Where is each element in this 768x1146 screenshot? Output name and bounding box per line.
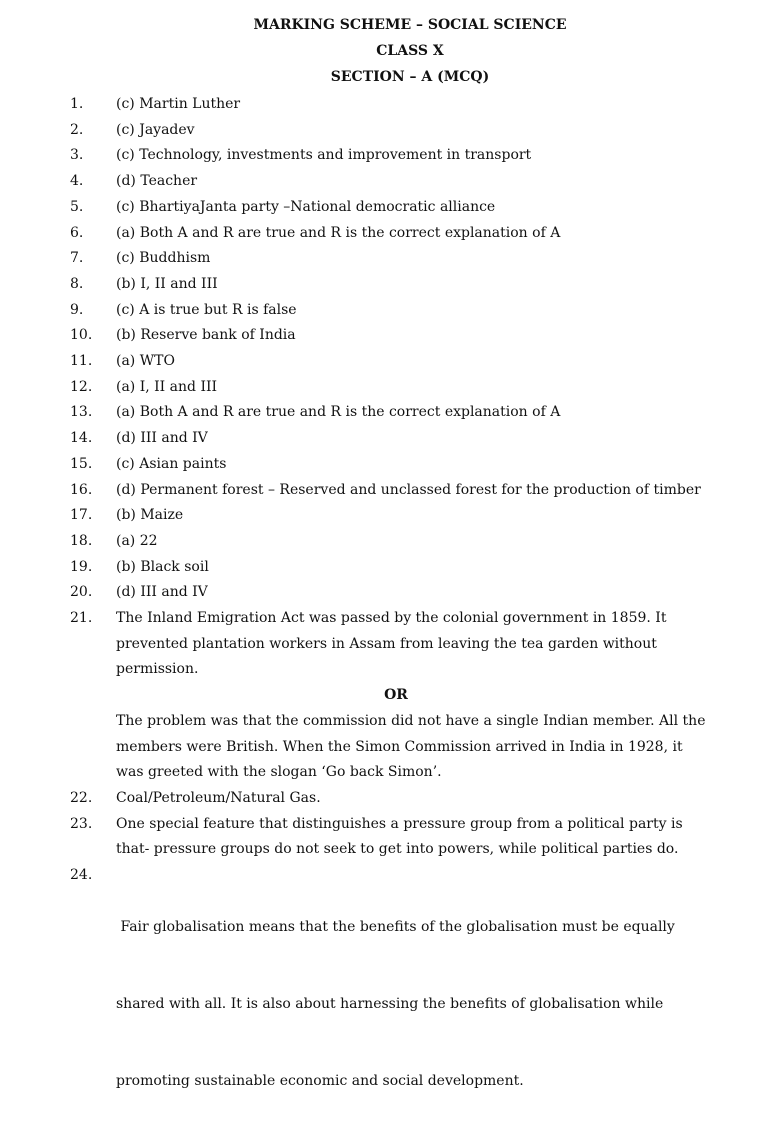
answer-text: (d) III and IV: [116, 584, 208, 601]
answer-number: 10.: [70, 327, 93, 344]
answer-item-1: [70, 92, 760, 118]
or-separator: OR: [384, 687, 408, 704]
answer-number: 14.: [70, 430, 93, 447]
answer-text: (a) 22: [116, 532, 158, 549]
answer-line: One special feature that distinguishes a pressure group from a political party is: [116, 815, 683, 832]
answer-number: 15.: [70, 455, 93, 472]
answer-number: 8.: [70, 275, 84, 292]
answer-text: (c) Technology, investments and improvement in transport: [116, 147, 532, 164]
answer-number: 5.: [70, 198, 84, 215]
answer-text: (b) I, II and III: [116, 275, 218, 292]
answer-text: (c) Buddhism: [116, 250, 211, 267]
answer-item-2: [70, 118, 760, 144]
answer-text: [116, 812, 760, 863]
answer-21-alternative: [70, 709, 760, 786]
answer-number: 11.: [70, 353, 93, 370]
answer-item-24: [70, 863, 760, 1146]
answer-text: (c) Martin Luther: [116, 96, 241, 112]
answer-item-14: [70, 426, 760, 452]
answer-text: (b) Maize: [116, 507, 184, 524]
answer-item-23: [70, 812, 760, 863]
answer-number: 3.: [70, 147, 84, 164]
answer-item-9: [70, 298, 760, 324]
answer-line: shared with all. It is also about harnessing the benefits of globalisation while: [116, 995, 664, 1012]
answer-item-7: [70, 246, 760, 272]
answer-line: that- pressure groups do not seek to get into powers, while political parties do.: [116, 841, 679, 858]
section-heading: SECTION – A (MCQ): [330, 69, 490, 85]
answer-number: 12.: [70, 378, 93, 395]
answer-number: 23.: [70, 815, 93, 832]
answer-number: 1.: [70, 96, 84, 112]
answer-line: was greeted with the slogan ‘Go back Simon’.: [116, 764, 442, 781]
answer-text: (a) WTO: [116, 353, 175, 370]
answer-number: 2.: [70, 121, 84, 138]
answer-text: (d) III and IV: [116, 430, 208, 447]
answer-number: 18.: [70, 532, 93, 549]
answer-text: (d) Permanent forest – Reserved and unclassed forest for the production of timber: [116, 481, 701, 498]
answer-text: (a) Both A and R are true and R is the correct explanation of A: [116, 404, 561, 421]
answer-line: prevented plantation workers in Assam from leaving the tea garden without: [116, 635, 657, 652]
answer-item-21: [70, 606, 760, 683]
answer-text: (a) I, II and III: [116, 378, 218, 395]
answer-number: 6.: [70, 224, 84, 241]
answer-number: 17.: [70, 507, 93, 524]
answer-line: members were British. When the Simon Commission arrived in India in 1928, it: [116, 738, 683, 755]
answer-list: [70, 92, 760, 1146]
answer-number: 22.: [70, 789, 93, 806]
answer-text: [116, 863, 760, 1146]
answer-item-16: [70, 478, 760, 504]
answer-item-11: [70, 349, 760, 375]
answer-text: (c) Jayadev: [116, 121, 195, 138]
answer-item-4: [70, 169, 760, 195]
answer-item-15: [70, 452, 760, 478]
answer-text: [116, 786, 760, 812]
answer-number: 4.: [70, 173, 84, 190]
answer-text: (c) A is true but R is false: [116, 301, 297, 318]
answer-text: (b) Reserve bank of India: [116, 327, 296, 344]
answer-item-18: [70, 529, 760, 555]
answer-line: The Inland Emigration Act was passed by the colonial government in 1859. It: [116, 610, 667, 627]
answer-item-6: [70, 221, 760, 247]
answer-item-19: [70, 555, 760, 581]
answer-line: Fair globalisation means that the benefits of the globalisation must be equally: [116, 918, 675, 935]
answer-item-20: [70, 580, 760, 606]
answer-text: (a) Both A and R are true and R is the correct explanation of A: [116, 224, 561, 241]
answer-line: Coal/Petroleum/Natural Gas.: [116, 789, 321, 806]
answer-text: (b) Black soil: [116, 558, 209, 575]
document-title: MARKING SCHEME – SOCIAL SCIENCE: [253, 17, 567, 33]
answer-line: promoting sustainable economic and social development.: [116, 1072, 524, 1089]
answer-number: 13.: [70, 404, 93, 421]
answer-text: (c) Asian paints: [116, 455, 227, 472]
mcq-answers: [70, 92, 760, 606]
answer-text: (d) Teacher: [116, 173, 198, 190]
answer-text: [116, 606, 760, 683]
answer-item-17: [70, 503, 760, 529]
class-heading: CLASS X: [376, 43, 444, 59]
answer-line: permission.: [116, 661, 199, 678]
answer-item-22: [70, 786, 760, 812]
answer-line: The problem was that the commission did not have a single Indian member. All the: [116, 712, 706, 729]
answer-number: 16.: [70, 481, 93, 498]
answer-item-5: [70, 195, 760, 221]
answer-number: 19.: [70, 558, 93, 575]
answer-item-8: [70, 272, 760, 298]
answer-number: 9.: [70, 301, 84, 318]
answer-number: 7.: [70, 250, 84, 267]
answer-number: 21.: [70, 610, 93, 627]
answer-number: 20.: [70, 584, 93, 601]
answer-item-3: [70, 143, 760, 169]
answer-text: (c) BhartiyaJanta party –National democratic alliance: [116, 198, 496, 215]
answer-item-13: [70, 400, 760, 426]
answer-number: 24.: [70, 867, 93, 884]
answer-item-10: [70, 323, 760, 349]
answer-item-12: [70, 375, 760, 401]
